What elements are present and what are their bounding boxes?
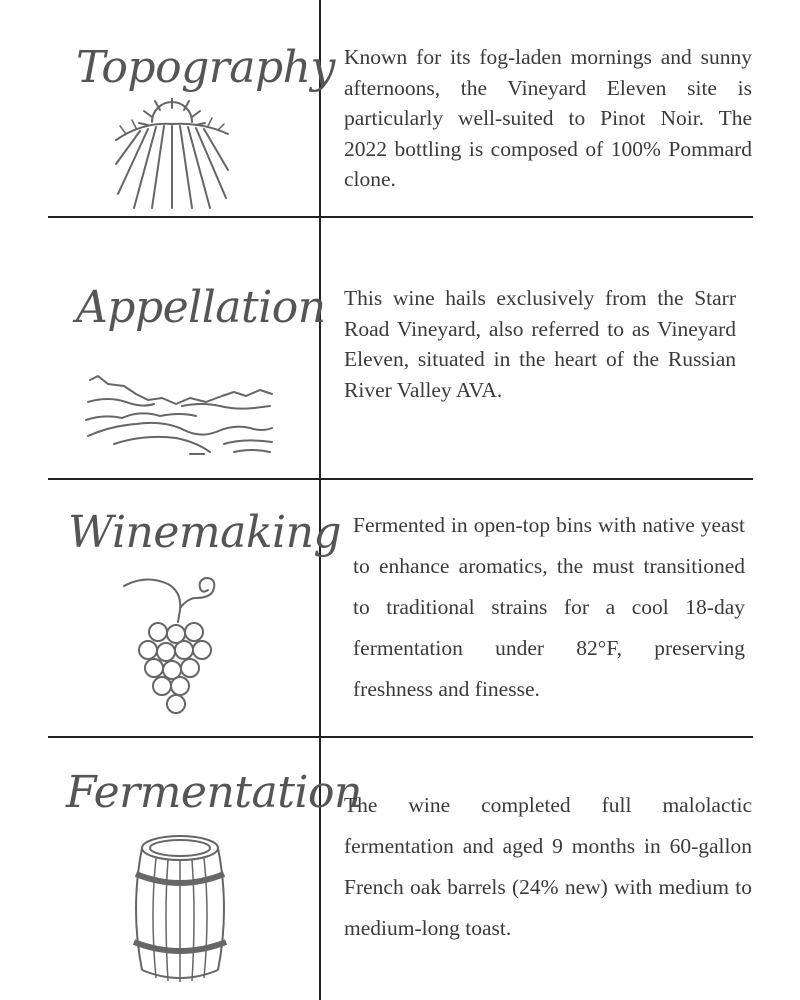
grape-cluster-icon xyxy=(122,576,218,718)
section-divider-1 xyxy=(48,216,753,218)
topography-text: Known for its fog-laden mornings and sunny afternoons, the Vineyard Eleven site is particularly well-suited to Pinot Noir. The 2022 bottling is composed of 100% Pommard clone. xyxy=(344,45,752,191)
section-divider-3 xyxy=(48,736,753,738)
fermentation-title: Fermentation xyxy=(66,767,362,818)
appellation-text: This wine hails exclusively from the Starr Road Vineyard, also referred to as Vineyard Eleven, situated in the heart of the Russian River Valley AVA. xyxy=(344,286,736,402)
topography-title: Topography xyxy=(76,42,335,93)
winemaking-title: Winemaking xyxy=(68,507,342,558)
fermentation-text: The wine completed full malolactic fermentation and aged 9 months in 60-gallon French oak barrels (24% new) with medium to medium-long toast. xyxy=(344,793,752,940)
appellation-title: Appellation xyxy=(76,282,326,333)
winemaking-text: Fermented in open-top bins with native yeast to enhance aromatics, the must transitioned to traditional strains for a cool 18-day fermentation under 82°F, preserving freshness and finesse. xyxy=(353,513,745,701)
oak-barrel-icon xyxy=(128,834,232,984)
vineyard-sunrise-icon xyxy=(112,98,232,210)
mountain-valley-icon xyxy=(84,372,274,462)
vertical-divider xyxy=(319,0,321,1000)
section-divider-2 xyxy=(48,478,753,480)
